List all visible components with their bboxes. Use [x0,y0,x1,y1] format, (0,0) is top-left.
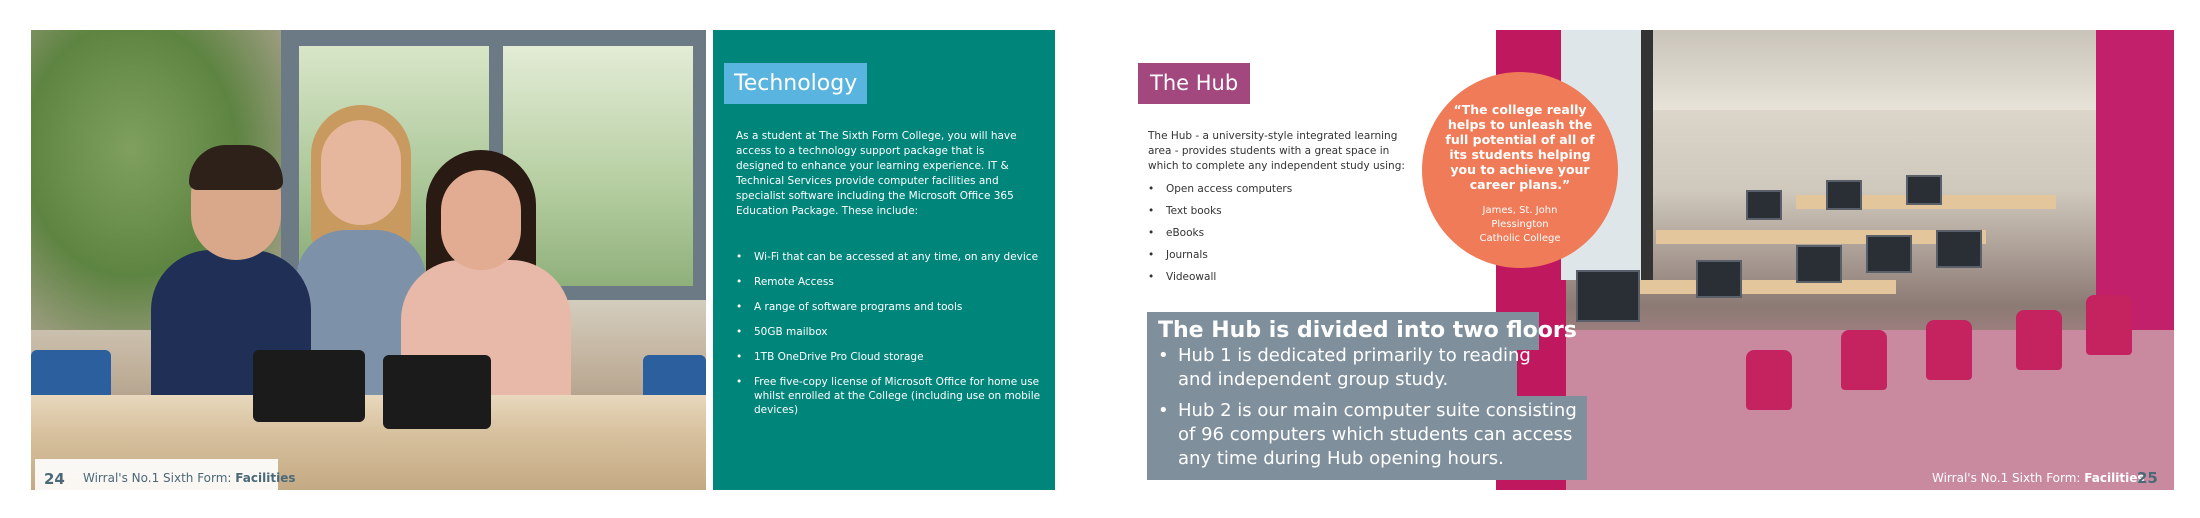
chair [1841,330,1887,390]
quote-text: “The college really helps to unleash the full potential of all of its students helping you to achieve your career plans.” [1445,102,1595,192]
computer-suite-photo [1496,30,2174,490]
quote-bubble [1422,72,1618,268]
technology-list [736,250,1041,428]
monitor [1576,270,1640,322]
list-item: • eBooks [1148,226,1292,240]
author-line: Plessington [1491,219,1549,230]
monitor [1696,260,1742,298]
monitor [1746,190,1782,220]
list-item: • 1TB OneDrive Pro Cloud storage [736,350,1041,364]
author-line: Catholic College [1479,233,1561,244]
list-item: • Free five-copy license of Microsoft Office for home use whilst enrolled at the College (including use on mobile devices) [736,375,1041,417]
student-face [321,120,401,225]
floors-heading: The Hub is divided into two floors [1158,318,1577,343]
desk [1596,280,1896,294]
chair [2016,310,2062,370]
hub-heading: The Hub [1138,63,1250,104]
list-item: • 50GB mailbox [736,325,1041,339]
footer-prefix: Wirral's No.1 Sixth Form: [83,471,232,485]
monitor [1866,235,1912,273]
monitor [1936,230,1982,268]
author-line: James, St. John [1482,205,1558,216]
chair [643,355,706,400]
chair [1926,320,1972,380]
list-item: • Hub 1 is dedicated primarily to reading and independent group study. [1158,344,1533,392]
list-item: • Hub 2 is our main computer suite consisting of 96 computers which students can access any time during Hub opening hours. [1158,399,1588,471]
chair [2086,295,2132,355]
chair [1746,350,1792,410]
list-item: • Videowall [1148,270,1292,284]
tablet [253,350,365,422]
chair [31,350,111,400]
hub-list [1148,182,1292,292]
technology-intro: As a student at The Sixth Form College, you will have access to a technology support package that is designed to enhance your learning experience. IT & Technical Services provide computer facilities and specialist software including the Microsoft Office 365 Education Package. These include: [736,130,1017,217]
tablet [383,355,491,429]
footer-text [1932,471,2144,485]
page-number: 24 [44,470,65,488]
magenta-wall [2096,30,2174,330]
list-item: • Open access computers [1148,182,1292,196]
list-item: • Journals [1148,248,1292,262]
floors-list [1158,344,1588,478]
students-with-tablets-photo [31,30,706,490]
monitor [1906,175,1942,205]
carpet [1496,330,2174,490]
list-item: • Text books [1148,204,1292,218]
footer-prefix: Wirral's No.1 Sixth Form: [1932,471,2081,485]
monitor [1826,180,1862,210]
monitor [1796,245,1842,283]
hub-intro: The Hub - a university-style integrated learning area - provides students with a great space in which to complete any independent study using: [1148,130,1405,172]
student-face [441,170,521,270]
list-item: • Remote Access [736,275,1041,289]
footer-text [83,471,295,485]
list-item: • A range of software programs and tools [736,300,1041,314]
technology-heading: Technology [724,63,867,104]
footer-section: Facilities [235,471,296,485]
page-number: 25 [2137,469,2158,487]
list-item: • Wi-Fi that can be accessed at any time, on any device [736,250,1041,264]
footer-section: Facilities [2084,471,2145,485]
quote-author [1442,204,1598,246]
